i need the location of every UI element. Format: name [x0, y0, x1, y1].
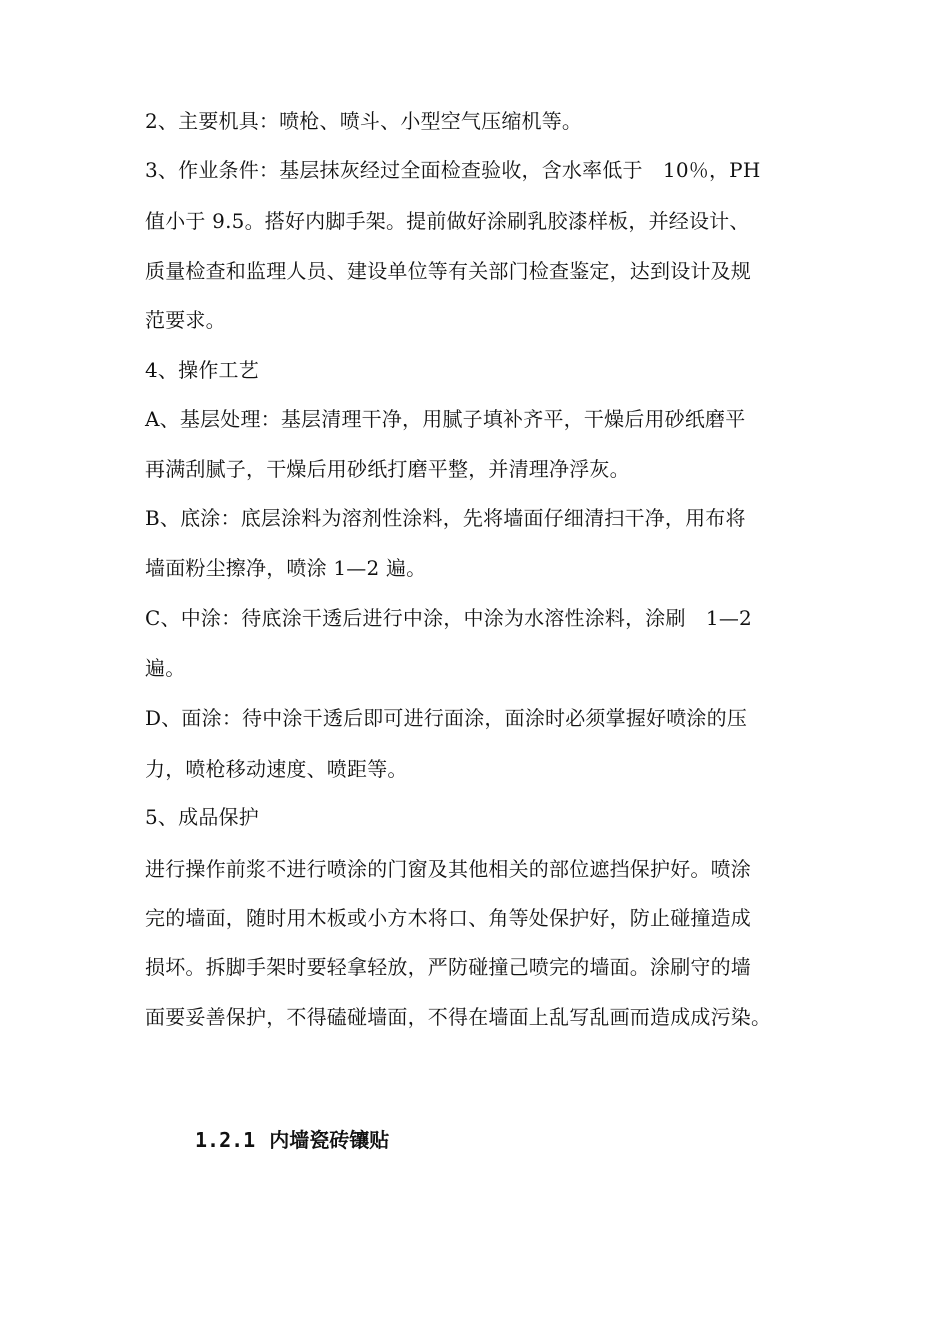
text-line: 质量检查和监理人员、建设单位等有关部门检查鉴定，达到设计及规: [145, 259, 751, 283]
text-line: 损坏。拆脚手架时要轻拿轻放，严防碰撞己喷完的墙面。涂刷守的墙: [145, 955, 751, 979]
section-heading: [195, 1126, 389, 1154]
text-line: A、基层处理：基层清理干净，用腻子填补齐平，干燥后用砂纸磨平: [145, 407, 746, 431]
text-line: 再满刮腻子，干燥后用砂纸打磨平整，并清理净浮灰。: [145, 457, 630, 481]
text-line: 进行操作前浆不进行喷涂的门窗及其他相关的部位遮挡保护好。喷涂: [145, 857, 751, 881]
text-line: 2、主要机具：喷枪、喷斗、小型空气压缩机等。: [145, 109, 583, 133]
text-line: 4、操作工艺: [145, 358, 259, 382]
section-title: 内墙瓷砖镶贴: [269, 1128, 390, 1152]
section-number: 1.2.1: [195, 1128, 256, 1152]
text-line: 5、成品保护: [145, 805, 259, 829]
text-line: 遍。: [145, 656, 186, 680]
text-line: 力，喷枪移动速度、喷距等。: [145, 757, 408, 781]
text-line: 墙面粉尘擦净，喷涂 1—2 遍。: [145, 556, 427, 580]
text-line: 3、作业条件：基层抹灰经过全面检查验收，含水率低于 10％，PH: [145, 158, 761, 182]
text-line: 完的墙面，随时用木板或小方木将口、角等处保护好，防止碰撞造成: [145, 906, 751, 930]
text-line: 范要求。: [145, 308, 226, 332]
text-line: D、面涂：待中涂干透后即可进行面涂，面涂时必须掌握好喷涂的压: [145, 706, 748, 730]
text-line: B、底涂：底层涂料为溶剂性涂料，先将墙面仔细清扫干净，用布将: [145, 506, 746, 530]
text-line: C、中涂：待底涂干透后进行中涂，中涂为水溶性涂料，涂刷 1—2: [145, 606, 752, 630]
text-line: 值小于 9.5。搭好内脚手架。提前做好涂刷乳胶漆样板，并经设计、: [145, 209, 750, 233]
text-line: 面要妥善保护，不得磕碰墙面，不得在墙面上乱写乱画而造成成污染。: [145, 1005, 772, 1029]
